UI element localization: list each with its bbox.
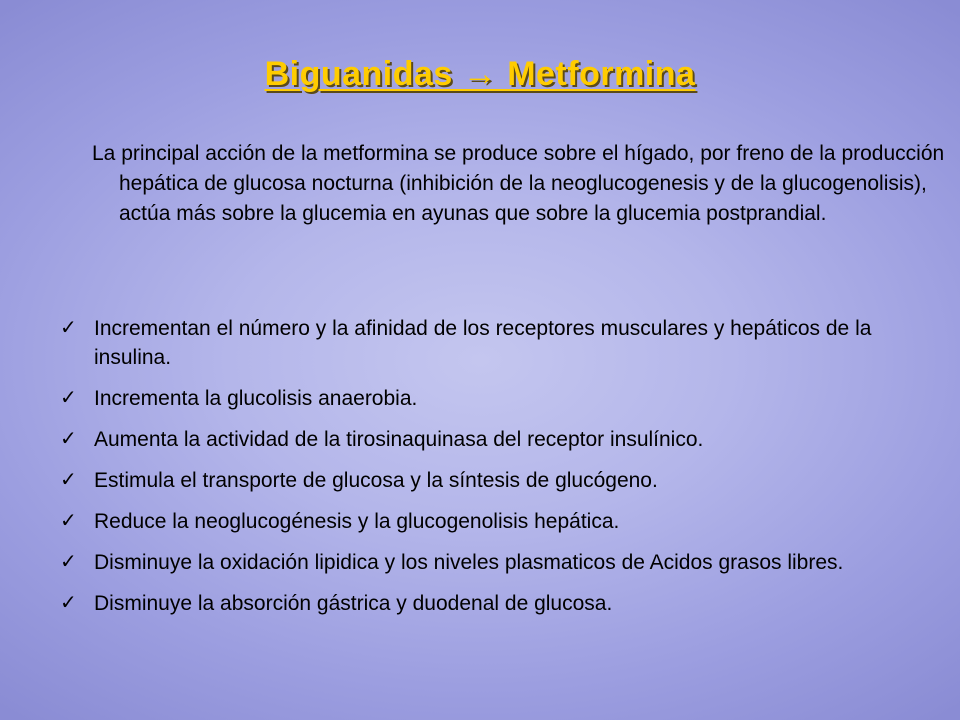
checkmark-icon: ✓ bbox=[60, 592, 77, 614]
bullet-text: Disminuye la oxidación lipidica y los niveles plasmaticos de Acidos grasos libres. bbox=[94, 551, 844, 574]
bullet-text: Estimula el transporte de glucosa y la síntesis de glucógeno. bbox=[94, 469, 658, 492]
bullet-item bbox=[60, 548, 910, 577]
bullet-item bbox=[60, 314, 910, 372]
bullet-item bbox=[60, 507, 910, 536]
bullet-text: Reduce la neoglucogénesis y la glucogenolisis hepática. bbox=[94, 510, 620, 533]
bullet-item bbox=[60, 466, 910, 495]
bullet-text: Incrementan el número y la afinidad de los receptores musculares y hepáticos de la insulina. bbox=[94, 317, 872, 369]
checkmark-icon: ✓ bbox=[60, 387, 77, 409]
bullet-item bbox=[60, 425, 910, 454]
slide-title: Biguanidas → Metformina bbox=[264, 55, 696, 93]
bullet-item bbox=[60, 589, 910, 618]
intro-paragraph: La principal acción de la metformina se produce sobre el hígado, por freno de la producción hepática de glucosa nocturna (inhibición de la neoglucogenesis y de la glucogenolisis), actúa más sobre la glucemia en ayunas que sobre la glucemia postprandial. bbox=[92, 142, 945, 225]
checkmark-icon: ✓ bbox=[60, 510, 77, 532]
bullet-text: Disminuye la absorción gástrica y duodenal de glucosa. bbox=[94, 592, 613, 615]
bullet-text: Incrementa la glucolisis anaerobia. bbox=[94, 387, 418, 410]
bullet-item bbox=[60, 384, 910, 413]
bullet-text: Aumenta la actividad de la tirosinaquinasa del receptor insulínico. bbox=[94, 428, 704, 451]
checkmark-icon: ✓ bbox=[60, 317, 77, 339]
checkmark-icon: ✓ bbox=[60, 551, 77, 573]
checkmark-icon: ✓ bbox=[60, 428, 77, 450]
checkmark-icon: ✓ bbox=[60, 469, 77, 491]
bullet-list bbox=[60, 314, 910, 630]
